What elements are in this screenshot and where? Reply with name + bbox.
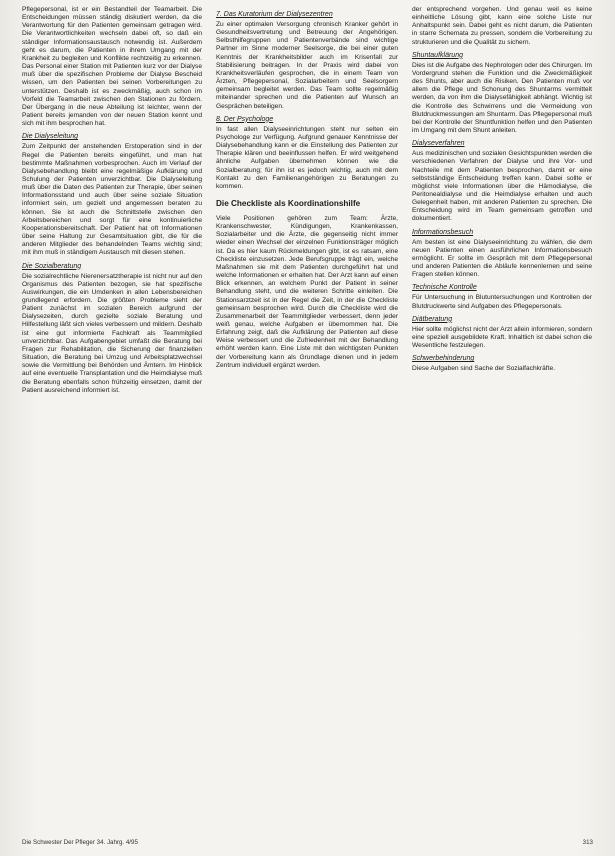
page-number: 313 bbox=[582, 839, 593, 846]
paragraph: Diese Aufgaben sind Sache der Sozialfachkräfte. bbox=[412, 365, 555, 373]
section-heading: Die Sozialberatung bbox=[22, 262, 82, 270]
paragraph: Für Untersuchung in Blutuntersuchungen und Kontrollen der Blutdruckwerte sind Aufgaben des Pflegepersonals. bbox=[412, 294, 592, 310]
section-heading: 8. Der Psychologe bbox=[216, 115, 274, 123]
section-heading: Technische Kontrolle bbox=[412, 284, 477, 292]
section-heading: Shuntaufklärung bbox=[412, 51, 463, 59]
paragraph: Dies ist die Aufgabe des Nephrologen oder des Chirurgen. Im Vordergrund stehen die Funktion und die Zweckmäßigkeit des Shunts, aber auch die Risiken. Den Patienten muß vor allem die Pflege und Schonung des Shuntarms vermittelt werden, da von ihm die Dialysefähigkeit abhängt. Wichtig ist die Kontrolle des Schwirrens und die Vermeidung von Blutdruckmessungen am Shuntarm. Das Pflegepersonal muß bei der Kontrolle der Shuntfunktion helfen und den Patienten im Umgang mit dem Shunt anleiten. bbox=[412, 61, 592, 135]
section-heading: Informationsbesuch bbox=[412, 228, 474, 236]
paragraph: Aus medizinischen und sozialen Gesichtspunkten werden die verschiedenen Verfahren der Dialyse und ihre Vor- und Nachteile mit dem Patienten besprochen, damit er eine selbstständige Entscheidung treffen kann. Dabei sollte er möglichst viele Informationen über die Hämodialyse, die Peritonealdialyse und die Heimdialyse erhalten und auch Gelegenheit haben, mit anderen Patienten zu sprechen. Die Entscheidung wird im Team gemeinsam getroffen und dokumentiert. bbox=[412, 150, 592, 223]
paragraph: Viele Positionen gehören zum Team: Ärzte, Krankenschwester, Kündigungen, Krankenkassen, Sozialarbeiter und die Ärzte, die gegenseitig nicht immer wieder einen Wechsel der einzelnen Funktionsträger möglich ist. Da es hier kaum Rückmeldungen gibt, ist es ratsam, eine Checkliste einzusetzen. Jede Berufsgruppe trägt ein, welche Maßnahmen sie mit dem Patienten durchgeführt hat und welche Informationen er erhalten hat. Der Arzt kann auf einen Blick erkennen, an welchem Punkt der Patient in seiner Behandlung steht, und die weiteren Schritte einleiten. Die Stationsarztzeit ist in der Regel die Zeit, in der die Checkliste gemeinsam besprochen wird. Durch die Checkliste wird die Zusammenarbeit der Teammitglieder verbessert, denn jeder weiß genau, welche Aufgaben er übernommen hat. Die Erfahrung zeigt, daß die Aufklärung der Patienten auf diese Weise verbessert und die Zufriedenheit mit der Behandlung erhöht werden kann. Eine Liste mit den wichtigsten Punkten der Vorbereitung kann als Grundlage dienen und in jedem Zentrum individuell ergänzt werden. bbox=[216, 214, 398, 369]
paragraph: Hier sollte möglichst nicht der Arzt allein informieren, sondern eine speziell ausgebildete Kraft. Inhaltlich ist dabei schon die Wesentliche festzulegen. bbox=[412, 325, 592, 349]
page-footer bbox=[22, 839, 593, 846]
section-heading: Die Dialyseleitung bbox=[22, 133, 79, 141]
section-heading: Schwerbehinderung bbox=[412, 355, 475, 363]
column-2 bbox=[216, 6, 398, 828]
paragraph: Pflegepersonal, ist er ein Bestandteil der Teamarbeit. Die Entscheidungen müssen ständig diskutiert werden, da die Verantwortung für den Patienten gemeinsam getragen wird. Die Verantwortlichkeiten wechseln dabei oft, so daß ein ständiger Informationsaustausch notwendig ist. Außerdem geht es darum, die Patienten in ihrem Umgang mit der Krankheit zu begleiten und Konflikte rechtzeitig zu erkennen. Das Personal einer Station mit Patienten kurz vor der Dialyse muß über die spezifischen Probleme der Dialyse Bescheid wissen, um den Patienten bei seinen Vorbereitungen zu unterstützen. Deshalb ist es zweckmäßig, auch schon im Vorfeld die Teamarbeit zwischen den Stationen zu fördern. Der Übergang in die neue Abteilung ist leichter, wenn der Patient bereits jemanden von der neuen Station kennt und sich mit ihm besprochen hat. bbox=[22, 6, 202, 128]
column-1 bbox=[22, 6, 202, 828]
paragraph: Zu einer optimalen Versorgung chronisch Kranker gehört in Gesundheitsvertretung und Betreuung der Angehörigen. Selbsthilfegruppen und Patientenverbände sind wichtige Partner im Sinne moderner Seelsorge, die bei einer guten Kenntnis der Krankheitsbilder auch im Krisenfall zur Stabilisierung beitragen. In der Praxis wird dabei von Krankheitsverläufen gesprochen, die in einem Team von Ärzten, Pflegepersonal, Sozialarbeitern und Seelsorgern gemeinsam begleitet werden. Das Team sollte regelmäßig miteinander sprechen und die Patienten auf Wunsch an Gesprächen beteiligen. bbox=[216, 21, 398, 110]
paragraph: Am besten ist eine Dialyseeinrichtung zu wählen, die dem neuen Patienten einen ausführlichen Informationsbesuch ermöglicht. Er sollte im Gespräch mit dem Pflegepersonal und anderen Patienten die Abläufe kennenlernen und seine Fragen stellen können. bbox=[412, 238, 592, 279]
paragraph: der entsprechend vorgehen. Und genau weil es keine einheitliche Lösung gibt, kann eine solche Liste nur Anhaltspunkt sein. Dabei geht es nicht darum, die Patienten in starre Schemata zu pressen, sondern die Vorbereitung zu strukturieren und die Qualität zu sichern. bbox=[412, 6, 592, 46]
section-heading: 7. Das Kuratorium der Dialysezentren bbox=[216, 11, 333, 18]
paragraph: Die sozialrechtliche Nierenersatztherapie ist nicht nur auf den Organismus des Patienten bezogen, sie hat spezifische Auswirkungen, die ein Umdenken in allen Lebensbereichen grundlegend erfordern. Die größten Probleme sieht der Patient zunächst im sozialen Bereich aufgrund der Dialysezeiten, durch gezielte soziale Beratung und Hilfestellung läßt sich vieles verbessern und mildern. Deshalb ist eine gut informierte Fachkraft als Teammitglied unverzichtbar. Das Aufgabengebiet umfaßt die Beratung bei Fragen zur Rehabilitation, die Sicherung der finanziellen Situation, die Beratung bei Umzug und Arbeitsplatzwechsel sowie die Vermittlung bei Behörden und Ämtern. Im Hinblick auf eine eventuelle Transplantation und die Heimdialyse muß die Beratung ebenfalls schon frühzeitig einsetzen, damit der Patient ausreichend informiert ist. bbox=[22, 272, 202, 394]
article-subheading: Die Checkliste als Koordinationshilfe bbox=[216, 198, 361, 208]
section-heading: Diätberatung bbox=[412, 315, 453, 323]
paragraph: Zum Zeitpunkt der anstehenden Erstoperation sind in der Regel die Patienten bereits eingeführt, und man hat bestimmte Maßnahmen vorbesprochen. Auch im Verlauf der Dialysebehandlung bleibt eine regelmäßige Aufklärung und Schulung der Patienten unverzichtbar. Die Dialyseleitung muß über die Daten des Patienten zur Therapie, über seinen Informationsstand und auch über seine soziale Situation informiert sein, um gezielt und angemessen beraten zu können. Sie ist auch die Schnittstelle zwischen den Arbeitsbereichen und sorgt für eine kontinuierliche Kooperationsbereitschaft. Der Patient hat oft Informationen über seine Haltung zur Gesamtsituation gibt, die für die anderen Mitglieder des behandelnden Teams wichtig sind; mit ihm muß in ständigem Austausch mit diesen stehen. bbox=[22, 143, 202, 257]
journal-citation: Die Schwester Der Pfleger 34. Jahrg. 4/95 bbox=[22, 839, 138, 846]
column-3 bbox=[412, 6, 592, 828]
section-heading: Dialyseverfahren bbox=[412, 140, 465, 148]
paragraph: In fast allen Dialyseeinrichtungen steht nur selten ein Psychologe zur Verfügung. Aufgrund genauer Kenntnisse der Dialysebehandlung kann er die Einstellung des Patienten zur Therapie klären und beeinflussen helfen. Er wird weitgehend ähnliche Aufgaben übernehmen können wie die Sozialberatung; für ihn ist es jedoch wichtig, auch mit dem Kontakt zu den Familienangehörigen zu Beratungen zu kommen. bbox=[216, 125, 398, 190]
